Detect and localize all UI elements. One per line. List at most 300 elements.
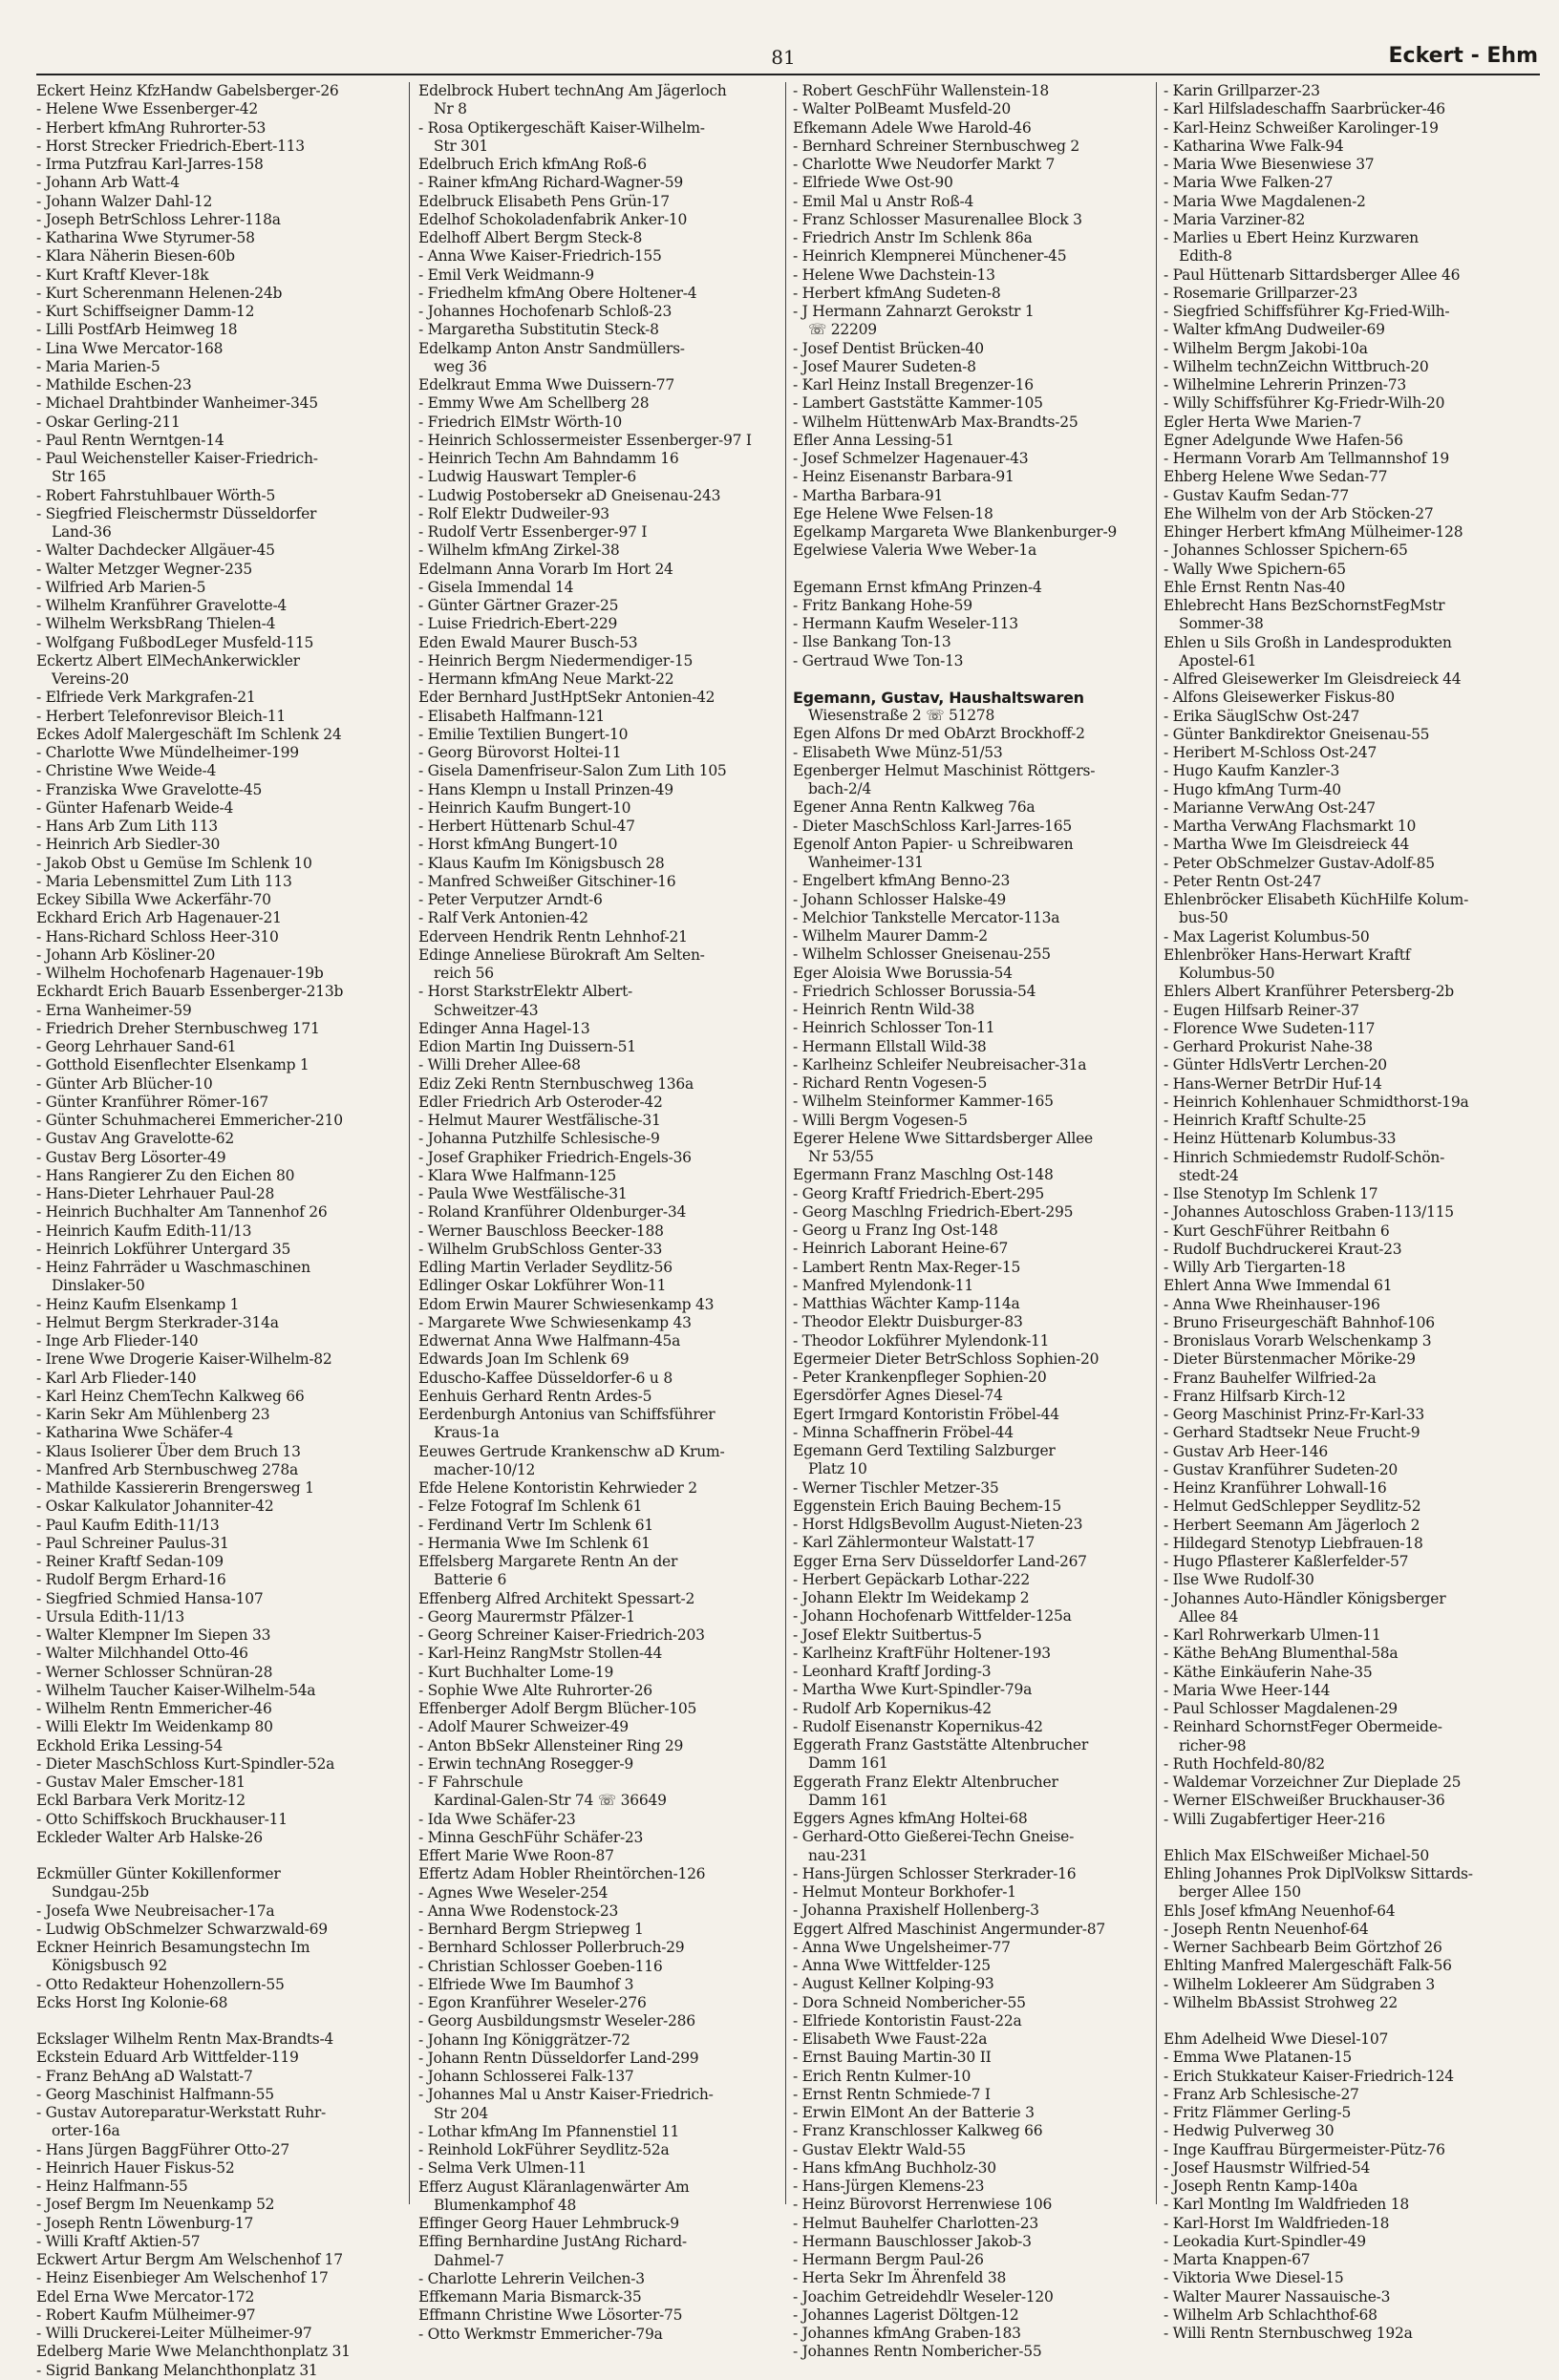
directory-entry: - Walter Dachdecker Allgäuer-45 (36, 542, 275, 560)
directory-entry: - Willi Rentn Sternbuschweg 192a (1164, 2325, 1413, 2342)
directory-entry: - Rudolf Arb Kopernikus-42 (793, 1699, 992, 1717)
directory-entry: Egert Irmgard Kontoristin Fröbel-44 (793, 1405, 1059, 1423)
directory-entry: - Herbert Gepäckarb Lothar-222 (793, 1570, 1031, 1588)
directory-entry: - Hans-Werner BetrDir Huf-14 (1164, 1074, 1382, 1093)
directory-entry: - Gerhard Prokurist Nahe-38 (1164, 1038, 1373, 1055)
directory-entry: - Karl Hilfsladeschaffn Saarbrücker-46 (1164, 100, 1445, 118)
directory-entry: Edinger Anna Hagel-13 (418, 1019, 590, 1037)
directory-entry: - Josef Maurer Sudeten-8 (793, 357, 976, 375)
directory-entry: Effert Marie Wwe Roon-87 (418, 1847, 614, 1864)
directory-entry: - Otto Werkmstr Emmericher-79a (418, 2325, 663, 2343)
directory-entry: Egenberger Helmut Maschinist Röttgers- (793, 761, 1096, 779)
directory-entry: - Paul Rentn Werntgen-14 (36, 431, 224, 449)
entry-continuation: Kolumbus-50 (1179, 965, 1275, 982)
directory-entry: - Bronislaus Vorarb Welschenkamp 3 (1164, 1332, 1432, 1349)
directory-entry: Edelhof Schokoladenfabrik Anker-10 (418, 210, 688, 228)
directory-entry: - Peter Verputzer Arndt-6 (418, 891, 603, 908)
directory-entry: - Maria Marien-5 (36, 357, 160, 375)
directory-entry: - Roland Kranführer Oldenburger-34 (418, 1203, 687, 1222)
directory-entry: - Josef Hausmstr Wilfried-54 (1164, 2158, 1371, 2177)
directory-entry: - Robert GeschFühr Wallenstein-18 (793, 82, 1049, 99)
directory-entry: - Helmut Monteur Borkhofer-1 (793, 1883, 1016, 1901)
directory-entry: - Bernhard Schreiner Sternbuschweg 2 (793, 137, 1080, 155)
directory-entry: - Hugo Pflasterer Kaßlerfelder-57 (1164, 1553, 1409, 1570)
directory-entry: - Oskar Gerling-211 (36, 413, 181, 431)
directory-entry: - Sophie Wwe Alte Ruhrorter-26 (418, 1681, 652, 1699)
directory-entry: Ecks Horst Ing Kolonie-68 (36, 1993, 228, 2011)
directory-entry: - Käthe BehAng Blumenthal-58a (1164, 1645, 1399, 1663)
directory-entry: - Maria Wwe Magdalenen-2 (1164, 192, 1366, 210)
directory-entry: - Karl Heinz ChemTechn Kalkweg 66 (36, 1387, 305, 1405)
directory-entry: - Rudolf Eisenanstr Kopernikus-42 (793, 1717, 1043, 1735)
directory-entry: - Willi Dreher Allee-68 (418, 1056, 581, 1074)
directory-entry: - Wilhelm GrubSchloss Genter-33 (418, 1240, 663, 1258)
directory-entry: Egelkamp Margareta Wwe Blankenburger-9 (793, 523, 1118, 541)
directory-entry: - Johann Arb Kösliner-20 (36, 946, 216, 964)
directory-entry: - Alfred Gleisewerker Im Gleisdreieck 44 (1164, 670, 1462, 688)
directory-entry: - Heinz Halfmann-55 (36, 2178, 188, 2195)
entry-continuation: richer-98 (1179, 1736, 1247, 1754)
directory-entry: - Gustav Autoreparatur-Werkstatt Ruhr- (36, 2104, 327, 2121)
directory-entry: - Dora Schneid Nombericher-55 (793, 1993, 1026, 2011)
directory-entry: - Wilhelm technZeichn Wittbruch-20 (1164, 357, 1429, 375)
directory-entry: - Matthias Wächter Kamp-114a (793, 1295, 1020, 1312)
directory-entry: Eggers Agnes kfmAng Holtei-68 (793, 1810, 1028, 1827)
entry-continuation: berger Allee 150 (1179, 1883, 1301, 1902)
directory-entry: - Franz Kranschlosser Kalkweg 66 (793, 2122, 1043, 2140)
directory-entry: - Heinz Hüttenarb Kolumbus-33 (1164, 1130, 1397, 1148)
directory-entry: - Wilhelm Bergm Jakobi-10a (1164, 339, 1368, 357)
entry-continuation: orter-16a (52, 2122, 120, 2140)
directory-entry: - Ilse Wwe Rudolf-30 (1164, 1571, 1314, 1589)
directory-entry: - Luise Friedrich-Ebert-229 (418, 615, 618, 633)
directory-entry: - Emmy Wwe Am Schellberg 28 (418, 394, 650, 413)
directory-entry: - Günter Bankdirektor Gneisenau-55 (1164, 725, 1430, 743)
directory-entry: - Joseph Rentn Neuenhof-64 (1164, 1920, 1369, 1938)
directory-entry: - Elisabeth Halfmann-121 (418, 707, 606, 725)
directory-entry: - Karl Montlng Im Waldfrieden 18 (1164, 2196, 1409, 2214)
directory-entry: - Friedrich ElMstr Wörth-10 (418, 413, 623, 431)
directory-entry: - F Fahrschule (418, 1774, 523, 1791)
entry-gap (36, 1847, 392, 1865)
directory-entry: - Käthe Einkäuferin Nahe-35 (1164, 1663, 1373, 1681)
directory-entry: - Heinz Eisenbieger Am Welschenhof 17 (36, 2269, 329, 2287)
directory-entry: - Wilhelm WerksbRang Thielen-4 (36, 615, 276, 633)
directory-entry: - Ferdinand Vertr Im Schlenk 61 (418, 1516, 653, 1534)
directory-entry: - Günter Schuhmacherei Emmericher-210 (36, 1112, 343, 1129)
entry-continuation: reich 56 (434, 965, 494, 982)
entry-continuation: Damm 161 (808, 1754, 888, 1773)
directory-entry: - Josef Bergm Im Neuenkamp 52 (36, 2196, 275, 2214)
directory-entry: - Joseph BetrSchloss Lehrer-118a (36, 210, 281, 228)
directory-entry: - Marlies u Ebert Heinz Kurzwaren (1164, 229, 1419, 246)
directory-entry: Egener Anna Rentn Kalkweg 76a (793, 798, 1036, 817)
directory-entry: - Elisabeth Wwe Faust-22a (793, 2030, 988, 2048)
directory-entry: - Charlotte Wwe Neudorfer Markt 7 (793, 156, 1056, 173)
directory-entry: - Martha Wwe Kurt-Spindler-79a (793, 1681, 1033, 1699)
directory-entry: - Wilhelmine Lehrerin Prinzen-73 (1164, 376, 1406, 393)
directory-entry: - Egon Kranführer Weseler-276 (418, 1994, 647, 2011)
directory-entry: - Heinz Kaufm Elsenkamp 1 (36, 1295, 240, 1313)
directory-entry: - Georg Maschinist Prinz-Fr-Karl-33 (1164, 1406, 1425, 1423)
directory-entry: - Leokadia Kurt-Spindler-49 (1164, 2232, 1366, 2250)
directory-entry: - Georg Maurermstr Pfälzer-1 (418, 1607, 635, 1626)
column-divider (409, 82, 410, 2204)
directory-entry: Egersdörfer Agnes Diesel-74 (793, 1387, 1003, 1405)
directory-entry: Eckert Heinz KfzHandw Gabelsberger-26 (36, 82, 339, 99)
directory-entry: - Martha Barbara-91 (793, 486, 944, 504)
directory-entry: - Johann Walzer Dahl-12 (36, 192, 213, 210)
directory-entry: - Inge Kauffrau Bürgermeister-Pütz-76 (1164, 2140, 1445, 2158)
directory-entry: - Willi Bergm Vogesen-5 (793, 1111, 968, 1129)
directory-entry: - Reinhard SchornstFeger Obermeide- (1164, 1718, 1442, 1736)
directory-entry: Edel Erna Wwe Mercator-172 (36, 2287, 255, 2306)
directory-entry: - Hugo Kaufm Kanzler-3 (1164, 762, 1340, 780)
directory-entry: - Emma Wwe Platanen-15 (1164, 2049, 1353, 2067)
directory-entry: - Karin Sekr Am Mühlenberg 23 (36, 1406, 270, 1423)
directory-entry: - Gustav Berg Lösorter-49 (36, 1148, 226, 1166)
directory-entry: - Hermann Kaufm Weseler-113 (793, 615, 1018, 632)
directory-entry: - Max Lagerist Kolumbus-50 (1164, 927, 1370, 946)
directory-entry: - Mathilde Kassiererin Brengersweg 1 (36, 1479, 314, 1497)
directory-entry: - Werner ElSchweißer Bruckhauser-36 (1164, 1792, 1445, 1810)
directory-entry: - Waldemar Vorzeichner Zur Dieplade 25 (1164, 1774, 1462, 1791)
directory-entry: Ehlich Max ElSchweißer Michael-50 (1164, 1846, 1429, 1864)
directory-entry: Edelmann Anna Vorarb Im Hort 24 (418, 560, 673, 578)
page-number: 81 (771, 46, 796, 69)
directory-entry: Eckertz Albert ElMechAnkerwickler (36, 651, 300, 669)
directory-entry: - Herbert Hüttenarb Schul-47 (418, 818, 635, 835)
directory-entry: - Johann Ing Königgrätzer-72 (418, 2030, 630, 2049)
entry-gap (793, 670, 1148, 689)
directory-entry: Ehlers Albert Kranführer Petersberg-2b (1164, 983, 1454, 1001)
directory-entry: - Heinrich Schlossermeister Essenberger-97 I (418, 431, 752, 449)
directory-entry: - Maria Wwe Heer-144 (1164, 1681, 1331, 1699)
directory-entry: - Christine Wwe Weide-4 (36, 762, 217, 780)
directory-entry: - Wally Wwe Spichern-65 (1164, 560, 1346, 578)
directory-entry: - Gerhard-Otto Gießerei-Techn Gneise- (793, 1828, 1075, 1846)
directory-entry: - Helmut Bergm Sterkrader-314a (36, 1313, 279, 1331)
directory-entry: - Johannes Schlosser Spichern-65 (1164, 542, 1408, 560)
directory-entry: - Dieter Bürstenmacher Mörike-29 (1164, 1350, 1416, 1369)
directory-entry: - Lambert Rentn Max-Reger-15 (793, 1258, 1021, 1276)
directory-entry: - Robert Kaufm Mülheimer-97 (36, 2306, 256, 2324)
directory-entry: Edelbruch Erich kfmAng Roß-6 (418, 156, 647, 173)
directory-entry: - Günter Kranführer Römer-167 (36, 1093, 268, 1111)
directory-entry: - Peter ObSchmelzer Gustav-Adolf-85 (1164, 854, 1435, 872)
directory-entry: - Hans-Dieter Lehrhauer Paul-28 (36, 1185, 275, 1202)
directory-entry: - Dieter MaschSchloss Kurt-Spindler-52a (36, 1754, 335, 1773)
directory-entry: - Ludwig Hauswart Templer-6 (418, 468, 637, 486)
directory-entry: - Gustav Arb Heer-146 (1164, 1442, 1328, 1460)
directory-entry: - Heinrich Hauer Fiskus-52 (36, 2158, 235, 2177)
directory-entry: - Wilhelm BbAssist Strohweg 22 (1164, 1993, 1399, 2011)
entry-continuation: bach-2/4 (808, 780, 872, 797)
directory-entry: - Walter PolBeamt Musfeld-20 (793, 100, 1011, 118)
directory-entry: Edwards Joan Im Schlenk 69 (418, 1350, 630, 1369)
entry-gap (1164, 1829, 1519, 1847)
directory-entry: - Erwin technAng Rosegger-9 (418, 1754, 634, 1773)
directory-entry: - Maria Wwe Falken-27 (1164, 174, 1334, 192)
directory-entry: Ehlting Manfred Malergeschäft Falk-56 (1164, 1957, 1452, 1975)
entry-continuation: Platz 10 (808, 1460, 867, 1478)
entry-continuation: Str 301 (434, 137, 489, 155)
directory-entry: - Agnes Wwe Weseler-254 (418, 1883, 609, 1902)
directory-entry: Ehe Wilhelm von der Arb Stöcken-27 (1164, 504, 1434, 522)
directory-entry: - Lina Wwe Mercator-168 (36, 339, 224, 357)
directory-entry: - Bruno Friseurgeschäft Bahnhof-106 (1164, 1313, 1435, 1331)
directory-entry: Egelwiese Valeria Wwe Weber-1a (793, 542, 1036, 560)
entry-continuation: Str 165 (52, 468, 107, 486)
directory-entry: - Karl-Horst Im Waldfrieden-18 (1164, 2214, 1390, 2232)
directory-entry: - Elfriede Wwe Im Baumhof 3 (418, 1975, 634, 1993)
directory-entry: - Josef Dentist Brücken-40 (793, 339, 984, 357)
directory-entry: - Heinrich Lokführer Untergard 35 (36, 1240, 291, 1258)
directory-entry: - Engelbert kfmAng Benno-23 (793, 872, 1011, 890)
directory-entry: - Rudolf Bergm Erhard-16 (36, 1571, 226, 1589)
entry-continuation: Königsbusch 92 (52, 1957, 167, 1975)
directory-entry: - Walter Milchhandel Otto-46 (36, 1645, 248, 1663)
directory-entry: Eckl Barbara Verk Moritz-12 (36, 1792, 246, 1810)
directory-entry: - Wilhelm Arb Schlachthof-68 (1164, 2306, 1377, 2324)
directory-entry: - Friedrich Dreher Sternbuschweg 171 (36, 1019, 320, 1037)
directory-entry: Edelbrock Hubert technAng Am Jägerloch (418, 82, 727, 99)
directory-entry: Edwernat Anna Wwe Halfmann-45a (418, 1332, 681, 1349)
directory-entry: Eggert Alfred Maschinist Angermunder-87 (793, 1920, 1106, 1938)
directory-entry: Edion Martin Ing Duissern-51 (418, 1038, 636, 1055)
directory-entry: - Anna Wwe Rheinhauser-196 (1164, 1295, 1380, 1313)
directory-entry: - Dieter MaschSchloss Karl-Jarres-165 (793, 817, 1072, 835)
directory-entry: - Emilie Textilien Bungert-10 (418, 725, 629, 743)
directory-entry: - Hermania Wwe Im Schlenk 61 (418, 1534, 651, 1552)
directory-entry: - Kurt Scherenmann Helenen-24b (36, 284, 283, 302)
directory-entry: Ehle Ernst Rentn Nas-40 (1164, 578, 1346, 596)
directory-entry: - Lothar kfmAng Im Pfannenstiel 11 (418, 2122, 680, 2140)
directory-entry: - Heinrich Kaufm Edith-11/13 (36, 1222, 252, 1240)
directory-entry: - Hermann Bergm Paul-26 (793, 2251, 984, 2268)
directory-entry: - Ralf Verk Antonien-42 (418, 909, 588, 927)
directory-entry: - Heinz Bürovorst Herrenwiese 106 (793, 2196, 1053, 2214)
column-divider (785, 82, 786, 2204)
directory-entry: - Rainer kfmAng Richard-Wagner-59 (418, 174, 684, 192)
header-rule (36, 74, 1540, 75)
entry-gap (793, 561, 1148, 579)
directory-entry: - Katharina Wwe Styrumer-58 (36, 229, 255, 246)
directory-entry: Ederveen Hendrik Rentn Lehnhof-21 (418, 927, 688, 946)
directory-entry: - Heinrich Rentn Wild-38 (793, 1001, 975, 1018)
advertisement-entry: Egemann, Gustav, Haushaltswaren (793, 688, 1084, 707)
directory-entry: - Leonhard Kraftf Jording-3 (793, 1663, 992, 1680)
directory-entry: Effertz Adam Hobler Rheintörchen-126 (418, 1865, 706, 1883)
directory-entry: - Johannes Autoschloss Graben-113/115 (1164, 1203, 1454, 1222)
entry-continuation: Blumenkamphof 48 (434, 2196, 577, 2214)
directory-entry: - Anna Wwe Rodenstock-23 (418, 1902, 619, 1920)
directory-entry: - Erich Rentn Kulmer-10 (793, 2067, 972, 2085)
directory-entry: Eggerath Franz Elektr Altenbrucher (793, 1773, 1058, 1791)
directory-entry: - Günter Arb Blücher-10 (36, 1074, 213, 1093)
directory-entry: - Johannes Lagerist Döltgen-12 (793, 2306, 1019, 2324)
directory-entry: - Ilse Stenotyp Im Schlenk 17 (1164, 1185, 1378, 1202)
entry-continuation: nau-231 (808, 1846, 868, 1864)
directory-entry: Effelsberg Margarete Rentn An der (418, 1553, 678, 1570)
directory-entry: Eckes Adolf Malergeschäft Im Schlenk 24 (36, 725, 342, 743)
directory-entry: - Herta Sekr Im Ährenfeld 38 (793, 2269, 1007, 2287)
directory-entry: - Hermann Bauschlosser Jakob-3 (793, 2232, 1032, 2250)
directory-entry: Eger Aloisia Wwe Borussia-54 (793, 964, 1013, 982)
directory-entry: - Emil Mal u Anstr Roß-4 (793, 192, 974, 210)
directory-entry: - Sigrid Bankang Melanchthonplatz 31 (36, 2361, 318, 2379)
directory-entry: - Klara Wwe Halfmann-125 (418, 1166, 616, 1184)
directory-entry: Eduscho-Kaffee Düsseldorfer-6 u 8 (418, 1369, 673, 1387)
directory-entry: - Gertraud Wwe Ton-13 (793, 651, 964, 669)
directory-entry: - Johann Hochofenarb Wittfelder-125a (793, 1607, 1072, 1626)
directory-entry: - Walter Klempner Im Siepen 33 (36, 1626, 271, 1644)
directory-entry: - Klaus Kaufm Im Königsbusch 28 (418, 854, 665, 872)
directory-entry: - Heinrich Bergm Niedermendiger-15 (418, 651, 694, 669)
directory-entry: - Ludwig ObSchmelzer Schwarzwald-69 (36, 1920, 328, 1938)
directory-entry: - Heinrich Buchhalter Am Tannenhof 26 (36, 1203, 328, 1222)
directory-entry: - Michael Drahtbinder Wanheimer-345 (36, 394, 318, 413)
directory-entry: - Karl-Heinz Schweißer Karolinger-19 (1164, 118, 1439, 137)
entry-continuation: Apostel-61 (1179, 651, 1257, 669)
directory-entry: Ehlen u Sils Großh in Landesprodukten (1164, 633, 1452, 651)
directory-entry: - Florence Wwe Sudeten-117 (1164, 1019, 1376, 1037)
directory-entry: - Ernst Rentn Schmiede-7 I (793, 2085, 991, 2103)
directory-entry: - Georg Bürovorst Holtei-11 (418, 744, 622, 761)
entry-continuation: Damm 161 (808, 1791, 888, 1809)
directory-entry: - Johanna Praxishelf Hollenberg-3 (793, 1902, 1039, 1920)
directory-entry: - Hermann kfmAng Neue Markt-22 (418, 670, 674, 688)
directory-entry: - Alfons Gleisewerker Fiskus-80 (1164, 689, 1395, 707)
directory-entry: - Manfred Schweißer Gitschiner-16 (418, 872, 676, 890)
directory-entry: - Hildegard Stenotyp Liebfrauen-18 (1164, 1534, 1423, 1552)
directory-entry: - Karlheinz Schleifer Neubreisacher-31a (793, 1055, 1087, 1073)
directory-entry: - Minna Schaffnerin Fröbel-44 (793, 1423, 1014, 1441)
directory-entry: Eenhuis Gerhard Rentn Ardes-5 (418, 1387, 652, 1405)
directory-entry: - Johannes Rentn Nombericher-55 (793, 2343, 1042, 2361)
directory-entry: - Georg u Franz Ing Ost-148 (793, 1222, 998, 1239)
directory-entry: - Theodor Elektr Duisburger-83 (793, 1313, 1023, 1331)
directory-entry: - Heinz Eisenanstr Barbara-91 (793, 468, 1014, 486)
directory-entry: Eckhold Erika Lessing-54 (36, 1736, 223, 1754)
directory-entry: - Werner Bauschloss Beecker-188 (418, 1222, 664, 1240)
directory-entry: - Ludwig Postobersekr aD Gneisenau-243 (418, 486, 721, 504)
directory-entry: - Willi Zugabfertiger Heer-216 (1164, 1810, 1385, 1828)
directory-entry: Edelbruck Elisabeth Pens Grün-17 (418, 192, 670, 210)
directory-entry: - Josef Schmelzer Hagenauer-43 (793, 450, 1029, 467)
directory-entry: Egemann Gerd Textiling Salzburger (793, 1442, 1056, 1459)
directory-entry: - Katharina Wwe Falk-94 (1164, 137, 1344, 155)
directory-entry: Efkemann Adele Wwe Harold-46 (793, 118, 1032, 137)
directory-entry: - Helmut Bauhelfer Charlotten-23 (793, 2214, 1038, 2232)
directory-entry: - Walter Metzger Wegner-235 (36, 560, 252, 578)
directory-entry: - Karin Grillparzer-23 (1164, 82, 1320, 99)
directory-entry: - Manfred Mylendonk-11 (793, 1276, 973, 1294)
directory-entry: Egermeier Dieter BetrSchloss Sophien-20 (793, 1349, 1100, 1368)
directory-entry: - Heinrich Laborant Heine-67 (793, 1240, 1009, 1258)
directory-entry: - Paula Wwe Westfälische-31 (418, 1185, 628, 1202)
column-3 (793, 82, 1148, 2361)
directory-entry: - Georg Kraftf Friedrich-Ebert-295 (793, 1184, 1045, 1202)
directory-entry: Edinge Anneliese Bürokraft Am Selten- (418, 946, 705, 964)
directory-entry: - Werner Tischler Metzer-35 (793, 1478, 999, 1497)
directory-entry: - Hedwig Pulverweg 30 (1164, 2122, 1335, 2140)
directory-entry: - Ursula Edith-11/13 (36, 1607, 185, 1626)
directory-entry: - Gotthold Eisenflechter Elsenkamp 1 (36, 1056, 310, 1074)
directory-entry: - Fritz Flämmer Gerling-5 (1164, 2104, 1352, 2121)
directory-entry: - Johannes Hochofenarb Schloß-23 (418, 303, 673, 320)
directory-entry: Egler Herta Wwe Marien-7 (1164, 413, 1362, 431)
directory-entry: - Erika SäuglSchw Ost-247 (1164, 707, 1360, 725)
directory-entry: - Wilhelm kfmAng Zirkel-38 (418, 542, 620, 560)
directory-entry: - Wilhelm Schlosser Gneisenau-255 (793, 946, 1051, 964)
directory-entry: Egenolf Anton Papier- u Schreibwaren (793, 835, 1074, 853)
directory-entry: - Kurt Schiffseigner Damm-12 (36, 303, 255, 320)
directory-entry: - Joachim Getreidehdlr Weseler-120 (793, 2287, 1054, 2306)
directory-entry: Eckstein Eduard Arb Wittfelder-119 (36, 2049, 299, 2067)
directory-entry: - Helmut GedSchlepper Seydlitz-52 (1164, 1498, 1421, 1516)
directory-entry: - Horst Strecker Friedrich-Ebert-113 (36, 137, 305, 155)
entry-continuation: ☏ 22209 (808, 321, 877, 339)
directory-entry: - Wilhelm Lokleerer Am Südgraben 3 (1164, 1975, 1435, 1993)
directory-entry: - Friedrich Schlosser Borussia-54 (793, 982, 1036, 1000)
directory-entry: - Horst kfmAng Bungert-10 (418, 836, 618, 854)
directory-entry: - Paul Weichensteller Kaiser-Friedrich- (36, 450, 318, 467)
directory-entry: - J Hermann Zahnarzt Gerokstr 1 (793, 303, 1035, 320)
directory-entry: - Johannes Auto-Händler Königsberger (1164, 1589, 1446, 1607)
directory-entry: - Franz BehAng aD Walstatt-7 (36, 2067, 253, 2085)
directory-entry: Ehling Johannes Prok DiplVolksw Sittards- (1164, 1865, 1473, 1882)
directory-entry: - Bernhard Schlosser Pollerbruch-29 (418, 1939, 685, 1957)
directory-entry: - Hans Rangierer Zu den Eichen 80 (36, 1166, 295, 1184)
entry-gap (36, 2012, 392, 2030)
directory-entry: - Herbert kfmAng Sudeten-8 (793, 284, 1001, 302)
directory-entry: - Theodor Lokführer Mylendonk-11 (793, 1331, 1050, 1349)
directory-entry: - Hans Arb Zum Lith 113 (36, 818, 218, 835)
directory-entry: - Martha Wwe Im Gleisdreieck 44 (1164, 836, 1410, 854)
directory-entry: - Charlotte Lehrerin Veilchen-3 (418, 2269, 645, 2287)
entry-continuation: Schweitzer-43 (434, 1001, 539, 1019)
directory-entry: - Erich Stukkateur Kaiser-Friedrich-124 (1164, 2067, 1454, 2085)
directory-entry: - Elisabeth Wwe Münz-51/53 (793, 743, 1003, 761)
directory-entry: Egen Alfons Dr med ObArzt Brockhoff-2 (793, 725, 1085, 743)
directory-entry: - Otto Schiffskoch Bruckhauser-11 (36, 1810, 288, 1828)
directory-entry: Edler Friedrich Arb Osteroder-42 (418, 1093, 663, 1111)
directory-entry: - Minna GeschFühr Schäfer-23 (418, 1828, 644, 1846)
directory-entry: Ehlert Anna Wwe Immendal 61 (1164, 1277, 1393, 1295)
directory-entry: Edling Martin Verlader Seydlitz-56 (418, 1259, 673, 1276)
directory-entry: - Marta Knappen-67 (1164, 2251, 1311, 2268)
directory-entry: Eggerath Franz Gaststätte Altenbrucher (793, 1736, 1088, 1753)
directory-entry: Eckhard Erich Arb Hagenauer-21 (36, 909, 282, 927)
directory-entry: - Rudolf Buchdruckerei Kraut-23 (1164, 1240, 1402, 1258)
directory-entry: - Wolfgang FußbodLeger Musfeld-115 (36, 633, 314, 651)
directory-entry: Ehlebrecht Hans BezSchornstFegMstr (1164, 597, 1445, 614)
directory-entry: - Wilfried Arb Marien-5 (36, 578, 206, 596)
entry-continuation: Dahmel-7 (434, 2251, 504, 2269)
directory-entry: - Hans-Jürgen Schlosser Sterkrader-16 (793, 1864, 1077, 1882)
directory-entry: Egemann Ernst kfmAng Prinzen-4 (793, 578, 1042, 596)
directory-entry: Eeuwes Gertrude Krankenschw aD Krum- (418, 1442, 725, 1460)
directory-entry: Egermann Franz Maschlng Ost-148 (793, 1166, 1054, 1184)
directory-entry: - Hugo kfmAng Turm-40 (1164, 780, 1341, 798)
column-1 (36, 82, 392, 2379)
directory-entry: Eckleder Walter Arb Halske-26 (36, 1828, 263, 1846)
directory-entry: - Felze Fotograf Im Schlenk 61 (418, 1498, 643, 1516)
directory-entry: Eckhardt Erich Bauarb Essenberger-213b (36, 983, 344, 1001)
directory-entry: - Elfriede Wwe Ost-90 (793, 174, 953, 192)
directory-entry: - Margarete Wwe Schwiesenkamp 43 (418, 1313, 692, 1331)
